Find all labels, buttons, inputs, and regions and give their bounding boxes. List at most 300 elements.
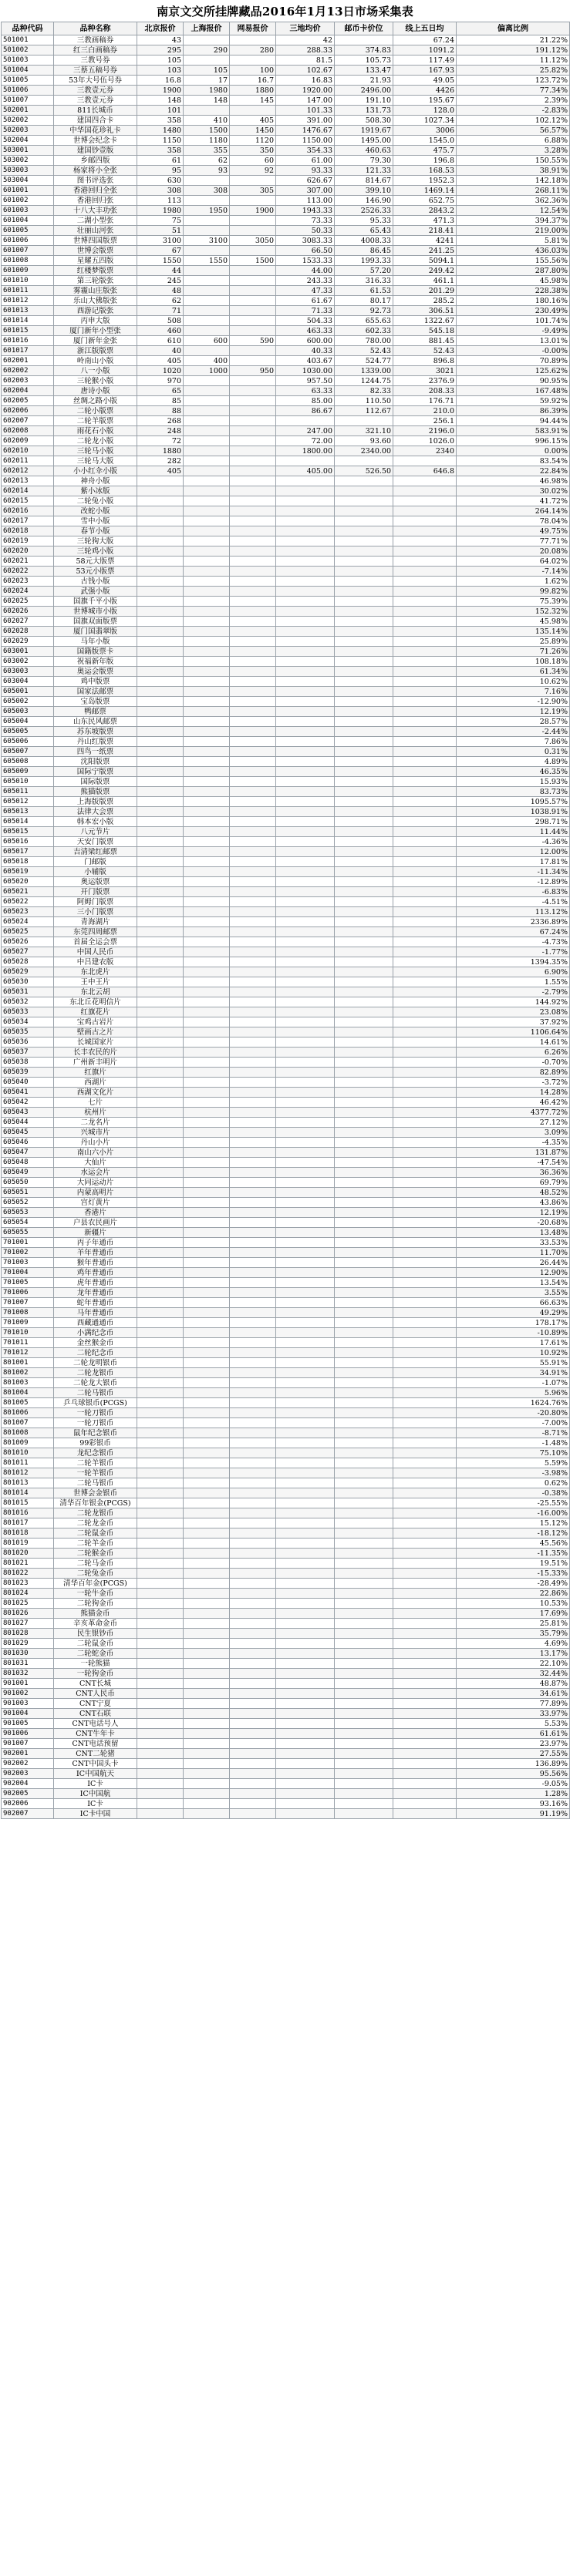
cell-name: 国家法邮票	[54, 687, 137, 697]
cell-netease	[230, 707, 276, 717]
cell-name: 山东民风邮票	[54, 717, 137, 727]
cell-card-price: 131.73	[335, 106, 393, 116]
table-row	[2, 677, 570, 687]
cell-name: 清华百年银金(PCGS)	[54, 1498, 137, 1508]
cell-name: 世博会金银币	[54, 1488, 137, 1498]
cell-netease	[230, 857, 276, 867]
cell-shanghai: 1550	[184, 256, 230, 266]
cell-5day	[393, 1358, 457, 1368]
cell-name: 中华国花珍礼卡	[54, 126, 137, 136]
cell-code: 602014	[2, 486, 54, 496]
cell-name: 雪中小版	[54, 516, 137, 526]
cell-avg	[276, 777, 335, 787]
cell-shanghai	[184, 1248, 230, 1258]
cell-deviation: -11.34%	[457, 867, 570, 877]
cell-netease	[230, 1108, 276, 1118]
cell-card-price	[335, 817, 393, 827]
cell-netease	[230, 1579, 276, 1589]
cell-netease	[230, 1609, 276, 1619]
cell-beijing	[137, 677, 184, 687]
cell-netease	[230, 1088, 276, 1098]
cell-code: 602023	[2, 577, 54, 587]
cell-5day	[393, 1098, 457, 1108]
cell-5day	[393, 1679, 457, 1689]
cell-beijing: 282	[137, 456, 184, 466]
table-row	[2, 126, 570, 136]
cell-netease	[230, 176, 276, 186]
cell-5day	[393, 1428, 457, 1438]
cell-card-price	[335, 1148, 393, 1158]
cell-deviation: 3.28%	[457, 146, 570, 156]
cell-avg	[276, 577, 335, 587]
table-row	[2, 156, 570, 166]
cell-name: CNT牛年卡	[54, 1729, 137, 1739]
cell-netease	[230, 396, 276, 406]
cell-name: 811长城币	[54, 106, 137, 116]
cell-card-price	[335, 1799, 393, 1809]
cell-deviation: -4.51%	[457, 897, 570, 907]
cell-avg	[276, 987, 335, 997]
cell-code: 801002	[2, 1368, 54, 1378]
cell-netease	[230, 1689, 276, 1699]
cell-deviation: 48.52%	[457, 1188, 570, 1198]
table-row	[2, 1799, 570, 1809]
cell-name: 二轮马银币	[54, 1388, 137, 1398]
cell-netease	[230, 1799, 276, 1809]
table-row	[2, 907, 570, 917]
cell-5day	[393, 597, 457, 607]
cell-code: 701009	[2, 1318, 54, 1328]
cell-netease	[230, 1508, 276, 1518]
table-row	[2, 216, 570, 226]
cell-5day	[393, 657, 457, 667]
cell-deviation: 32.44%	[457, 1669, 570, 1679]
cell-netease	[230, 1318, 276, 1328]
table-row	[2, 1438, 570, 1448]
table-row	[2, 1248, 570, 1258]
header-deviation: 偏离比例	[457, 22, 570, 35]
cell-code: 901007	[2, 1739, 54, 1749]
cell-deviation: 83.73%	[457, 787, 570, 797]
cell-netease	[230, 55, 276, 66]
cell-deviation: 15.93%	[457, 777, 570, 787]
cell-beijing	[137, 947, 184, 957]
cell-deviation: -0.38%	[457, 1488, 570, 1498]
cell-card-price	[335, 1088, 393, 1098]
cell-beijing	[137, 1037, 184, 1048]
cell-card-price	[335, 847, 393, 857]
cell-deviation: -28.49%	[457, 1579, 570, 1589]
cell-beijing	[137, 1679, 184, 1689]
cell-code: 605019	[2, 867, 54, 877]
cell-beijing	[137, 1549, 184, 1559]
cell-shanghai	[184, 987, 230, 997]
cell-netease	[230, 1619, 276, 1629]
cell-shanghai	[184, 1238, 230, 1248]
cell-deviation: 46.98%	[457, 476, 570, 486]
cell-name: 二轮龙明银币	[54, 1358, 137, 1368]
cell-beijing	[137, 1589, 184, 1599]
table-row	[2, 1769, 570, 1779]
cell-deviation: -2.44%	[457, 727, 570, 737]
cell-code: 701002	[2, 1248, 54, 1258]
cell-shanghai	[184, 1498, 230, 1508]
cell-code: 605014	[2, 817, 54, 827]
cell-deviation: 70.89%	[457, 356, 570, 366]
cell-avg: 626.67	[276, 176, 335, 186]
cell-5day: 196.8	[393, 156, 457, 166]
cell-5day	[393, 987, 457, 997]
cell-beijing	[137, 827, 184, 837]
cell-deviation: 25.81%	[457, 1619, 570, 1629]
cell-card-price	[335, 416, 393, 426]
cell-5day	[393, 1739, 457, 1749]
table-row	[2, 1729, 570, 1739]
cell-card-price	[335, 1118, 393, 1128]
cell-shanghai	[184, 1679, 230, 1689]
table-row	[2, 1559, 570, 1569]
cell-avg	[276, 526, 335, 536]
cell-avg	[276, 1448, 335, 1458]
cell-code: 605015	[2, 827, 54, 837]
cell-beijing	[137, 887, 184, 897]
cell-card-price	[335, 526, 393, 536]
cell-beijing	[137, 927, 184, 937]
table-row	[2, 1809, 570, 1819]
cell-shanghai	[184, 266, 230, 276]
cell-5day	[393, 1619, 457, 1629]
cell-avg	[276, 1418, 335, 1428]
cell-card-price	[335, 957, 393, 967]
cell-code: 701006	[2, 1288, 54, 1298]
cell-card-price	[335, 1218, 393, 1228]
cell-card-price: 321.10	[335, 426, 393, 436]
cell-beijing	[137, 1068, 184, 1078]
cell-name: 中国人民币	[54, 947, 137, 957]
cell-name: 新疆片	[54, 1228, 137, 1238]
cell-avg	[276, 1599, 335, 1609]
cell-beijing	[137, 1739, 184, 1749]
cell-beijing: 358	[137, 146, 184, 156]
table-row	[2, 336, 570, 346]
cell-avg	[276, 737, 335, 747]
cell-deviation: 91.19%	[457, 1809, 570, 1819]
cell-name: 厦门国翡翠版	[54, 627, 137, 637]
cell-shanghai	[184, 1037, 230, 1048]
table-row	[2, 1779, 570, 1789]
cell-deviation: 45.98%	[457, 617, 570, 627]
cell-avg	[276, 557, 335, 567]
cell-card-price	[335, 1278, 393, 1288]
cell-code: 603001	[2, 647, 54, 657]
cell-netease	[230, 597, 276, 607]
cell-netease	[230, 1348, 276, 1358]
table-row	[2, 1188, 570, 1198]
cell-card-price: 92.73	[335, 306, 393, 316]
cell-netease	[230, 1278, 276, 1288]
cell-avg	[276, 587, 335, 597]
cell-netease	[230, 877, 276, 887]
cell-avg	[276, 1037, 335, 1048]
cell-5day	[393, 647, 457, 657]
cell-netease	[230, 1078, 276, 1088]
table-row	[2, 867, 570, 877]
cell-name: 熊猫金币	[54, 1609, 137, 1619]
cell-name: 图书评选张	[54, 176, 137, 186]
cell-code: 603004	[2, 677, 54, 687]
cell-code: 605038	[2, 1058, 54, 1068]
cell-card-price	[335, 977, 393, 987]
cell-beijing: 245	[137, 276, 184, 286]
cell-deviation: 10.62%	[457, 677, 570, 687]
cell-beijing	[137, 1719, 184, 1729]
cell-name: 长城国家片	[54, 1037, 137, 1048]
cell-beijing	[137, 907, 184, 917]
cell-code: 602011	[2, 456, 54, 466]
cell-card-price	[335, 1258, 393, 1268]
cell-5day	[393, 1308, 457, 1318]
cell-code: 605045	[2, 1128, 54, 1138]
cell-name: 国旗双面版票	[54, 617, 137, 627]
cell-beijing	[137, 1108, 184, 1118]
cell-shanghai	[184, 807, 230, 817]
cell-beijing	[137, 897, 184, 907]
cell-shanghai	[184, 1719, 230, 1729]
cell-avg	[276, 1629, 335, 1639]
cell-name: 世博会纪念卡	[54, 136, 137, 146]
cell-deviation: -9.05%	[457, 1779, 570, 1789]
cell-code: 501005	[2, 76, 54, 86]
cell-netease	[230, 386, 276, 396]
cell-netease: 145	[230, 96, 276, 106]
cell-netease	[230, 316, 276, 326]
cell-5day	[393, 1418, 457, 1428]
table-row	[2, 1148, 570, 1158]
table-row	[2, 1338, 570, 1348]
cell-beijing	[137, 587, 184, 597]
cell-avg	[276, 1188, 335, 1198]
table-row	[2, 1478, 570, 1488]
cell-avg: 391.00	[276, 116, 335, 126]
cell-avg	[276, 1218, 335, 1228]
cell-shanghai	[184, 1569, 230, 1579]
cell-netease	[230, 697, 276, 707]
cell-code: 801005	[2, 1398, 54, 1408]
cell-netease	[230, 907, 276, 917]
cell-code: 605028	[2, 957, 54, 967]
table-row	[2, 496, 570, 506]
table-row	[2, 627, 570, 637]
cell-5day	[393, 967, 457, 977]
cell-beijing	[137, 1188, 184, 1198]
cell-code: 602021	[2, 557, 54, 567]
cell-deviation: 55.91%	[457, 1358, 570, 1368]
table-row	[2, 697, 570, 707]
table-row	[2, 587, 570, 597]
cell-5day	[393, 1328, 457, 1338]
cell-avg	[276, 897, 335, 907]
cell-code: 605006	[2, 737, 54, 747]
cell-5day	[393, 897, 457, 907]
cell-5day	[393, 617, 457, 627]
cell-shanghai: 1000	[184, 366, 230, 376]
cell-netease	[230, 817, 276, 827]
cell-netease	[230, 1659, 276, 1669]
cell-code: 601002	[2, 196, 54, 206]
cell-5day	[393, 1128, 457, 1138]
cell-beijing	[137, 1468, 184, 1478]
cell-beijing	[137, 1729, 184, 1739]
cell-name: 世博城市小版	[54, 607, 137, 617]
cell-shanghai	[184, 406, 230, 416]
cell-card-price	[335, 1478, 393, 1488]
cell-deviation: 66.63%	[457, 1298, 570, 1308]
cell-5day	[393, 977, 457, 987]
table-row	[2, 436, 570, 446]
cell-shanghai	[184, 1769, 230, 1779]
table-row	[2, 1318, 570, 1328]
cell-shanghai	[184, 997, 230, 1007]
cell-netease	[230, 1238, 276, 1248]
cell-5day	[393, 867, 457, 877]
cell-avg	[276, 1749, 335, 1759]
cell-code: 801031	[2, 1659, 54, 1669]
cell-card-price	[335, 1037, 393, 1048]
cell-code: 605031	[2, 987, 54, 997]
table-row	[2, 1027, 570, 1037]
cell-card-price	[335, 717, 393, 727]
cell-name: 古钱小版	[54, 577, 137, 587]
cell-netease	[230, 226, 276, 236]
cell-avg	[276, 1148, 335, 1158]
cell-avg	[276, 486, 335, 496]
cell-code: 601011	[2, 286, 54, 296]
cell-name: 武强小版	[54, 587, 137, 597]
cell-avg	[276, 567, 335, 577]
cell-netease	[230, 1138, 276, 1148]
cell-name: 99彩银币	[54, 1438, 137, 1448]
cell-deviation: -47.54%	[457, 1158, 570, 1168]
cell-shanghai	[184, 687, 230, 697]
cell-deviation: 13.48%	[457, 1228, 570, 1238]
cell-beijing	[137, 877, 184, 887]
cell-beijing	[137, 1118, 184, 1128]
cell-code: 501003	[2, 55, 54, 66]
cell-avg: 1533.33	[276, 256, 335, 266]
cell-avg	[276, 1789, 335, 1799]
cell-netease	[230, 1779, 276, 1789]
cell-deviation: 30.02%	[457, 486, 570, 496]
cell-shanghai: 3100	[184, 236, 230, 246]
cell-5day	[393, 1438, 457, 1448]
cell-name: 奥运版票	[54, 877, 137, 887]
cell-netease: 3050	[230, 236, 276, 246]
cell-5day	[393, 546, 457, 557]
cell-name: 兴城市片	[54, 1128, 137, 1138]
cell-avg: 307.00	[276, 186, 335, 196]
cell-name: 二轮纪念币	[54, 1348, 137, 1358]
cell-5day	[393, 1027, 457, 1037]
cell-card-price	[335, 1308, 393, 1318]
cell-5day	[393, 667, 457, 677]
cell-5day: 3006	[393, 126, 457, 136]
cell-5day: 249.42	[393, 266, 457, 276]
cell-beijing	[137, 1528, 184, 1539]
cell-beijing	[137, 1809, 184, 1819]
cell-deviation: 219.00%	[457, 226, 570, 236]
header-code: 品种代码	[2, 22, 54, 35]
cell-card-price	[335, 797, 393, 807]
cell-deviation: 7.16%	[457, 687, 570, 697]
cell-avg: 957.50	[276, 376, 335, 386]
cell-avg	[276, 1248, 335, 1258]
cell-code: 605053	[2, 1208, 54, 1218]
cell-5day	[393, 1478, 457, 1488]
cell-shanghai	[184, 937, 230, 947]
cell-beijing	[137, 1448, 184, 1458]
cell-deviation: 75.39%	[457, 597, 570, 607]
cell-shanghai	[184, 476, 230, 486]
cell-deviation: 131.87%	[457, 1148, 570, 1158]
table-row	[2, 857, 570, 867]
cell-name: 八一小版	[54, 366, 137, 376]
cell-name: 西游记版张	[54, 306, 137, 316]
cell-card-price	[335, 667, 393, 677]
cell-name: 二轮马金币	[54, 1559, 137, 1569]
cell-netease	[230, 1769, 276, 1779]
cell-5day	[393, 1549, 457, 1559]
cell-avg	[276, 1017, 335, 1027]
cell-avg: 504.33	[276, 316, 335, 326]
cell-beijing	[137, 1338, 184, 1348]
cell-avg: 1943.33	[276, 206, 335, 216]
table-row	[2, 136, 570, 146]
cell-code: 801012	[2, 1468, 54, 1478]
cell-avg: 66.50	[276, 246, 335, 256]
cell-code: 602022	[2, 567, 54, 577]
cell-card-price	[335, 1338, 393, 1348]
cell-code: 605048	[2, 1158, 54, 1168]
cell-avg	[276, 1328, 335, 1338]
cell-name: 西湖文化片	[54, 1088, 137, 1098]
table-row	[2, 727, 570, 737]
cell-name: 杭州片	[54, 1108, 137, 1118]
cell-code: 602026	[2, 607, 54, 617]
cell-name: 中吕建农版	[54, 957, 137, 967]
cell-avg	[276, 957, 335, 967]
cell-name: 小辅版	[54, 867, 137, 877]
cell-shanghai	[184, 737, 230, 747]
cell-avg	[276, 1048, 335, 1058]
cell-beijing	[137, 757, 184, 767]
cell-name: 世博四国版票	[54, 236, 137, 246]
cell-netease	[230, 1589, 276, 1599]
cell-shanghai	[184, 1298, 230, 1308]
cell-netease	[230, 1428, 276, 1438]
cell-avg	[276, 506, 335, 516]
cell-name: 壁画古之片	[54, 1027, 137, 1037]
cell-5day	[393, 1338, 457, 1348]
cell-name: 虎年普通币	[54, 1278, 137, 1288]
cell-5day	[393, 1368, 457, 1378]
cell-card-price: 1495.00	[335, 136, 393, 146]
cell-card-price: 21.93	[335, 76, 393, 86]
cell-card-price	[335, 1078, 393, 1088]
cell-code: 602015	[2, 496, 54, 506]
cell-name: 三轮狗大版	[54, 536, 137, 546]
cell-5day	[393, 1649, 457, 1659]
cell-name: 雾霾山庄版张	[54, 286, 137, 296]
